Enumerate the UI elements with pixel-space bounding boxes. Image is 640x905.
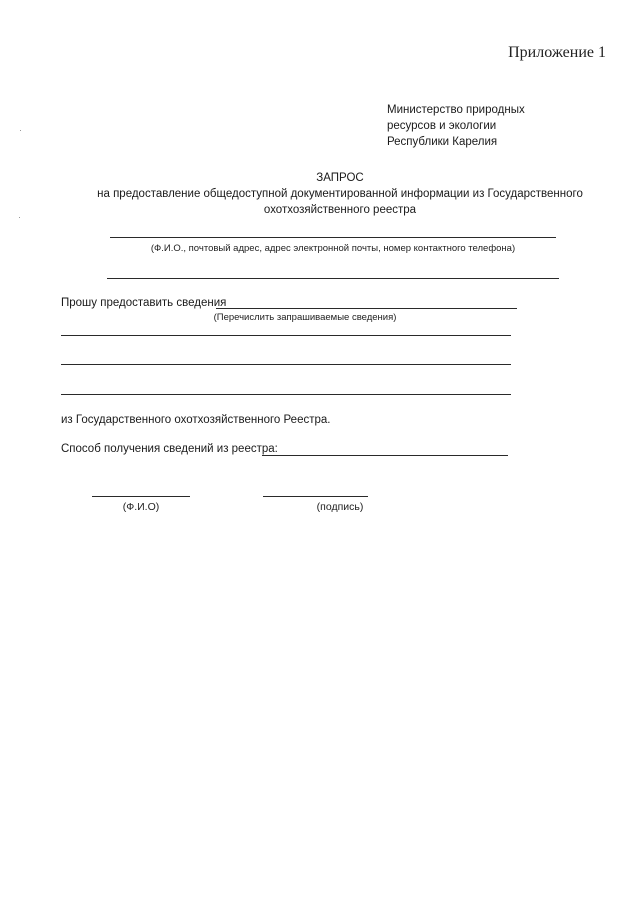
request-detail-line-3[interactable]: [61, 394, 511, 395]
scan-speck: [20, 130, 21, 131]
appendix-label: Приложение 1: [508, 44, 606, 61]
method-field-line[interactable]: [262, 455, 508, 456]
name-signature-line[interactable]: [92, 496, 190, 497]
addressee-block: [387, 102, 525, 150]
signature-line[interactable]: [263, 496, 368, 497]
request-detail-line-2[interactable]: [61, 364, 511, 365]
addressee-line-2: ресурсов и экологии: [387, 120, 497, 132]
request-detail-line-1[interactable]: [61, 335, 511, 336]
request-caption: (Перечислить запрашиваемые сведения): [213, 312, 397, 323]
addressee-line-1: Министерство природных: [387, 104, 525, 116]
registry-text: из Государственного охотхозяйственного Реестра.: [61, 414, 331, 426]
title-subtitle-line-2: охотхозяйственного реестра: [263, 204, 417, 216]
addressee-line-3: Республики Карелия: [387, 136, 498, 148]
applicant-field-line[interactable]: [110, 237, 556, 238]
scan-speck: [19, 217, 20, 218]
applicant-caption: (Ф.И.О., почтовый адрес, адрес электронной почты, номер контактного телефона): [150, 243, 516, 254]
method-label: Способ получения сведений из реестра:: [61, 443, 278, 455]
name-caption: (Ф.И.О): [122, 501, 160, 513]
document-title: [60, 170, 620, 218]
request-label: Прошу предоставить сведения: [61, 297, 227, 309]
title-heading: ЗАПРОС: [316, 172, 364, 184]
request-field-line[interactable]: [216, 308, 517, 309]
title-subtitle-line-1: на предоставление общедоступной документированной информации из Государственного: [97, 188, 583, 200]
signature-caption: (подпись): [316, 501, 364, 513]
applicant-field-line-2[interactable]: [107, 278, 559, 279]
